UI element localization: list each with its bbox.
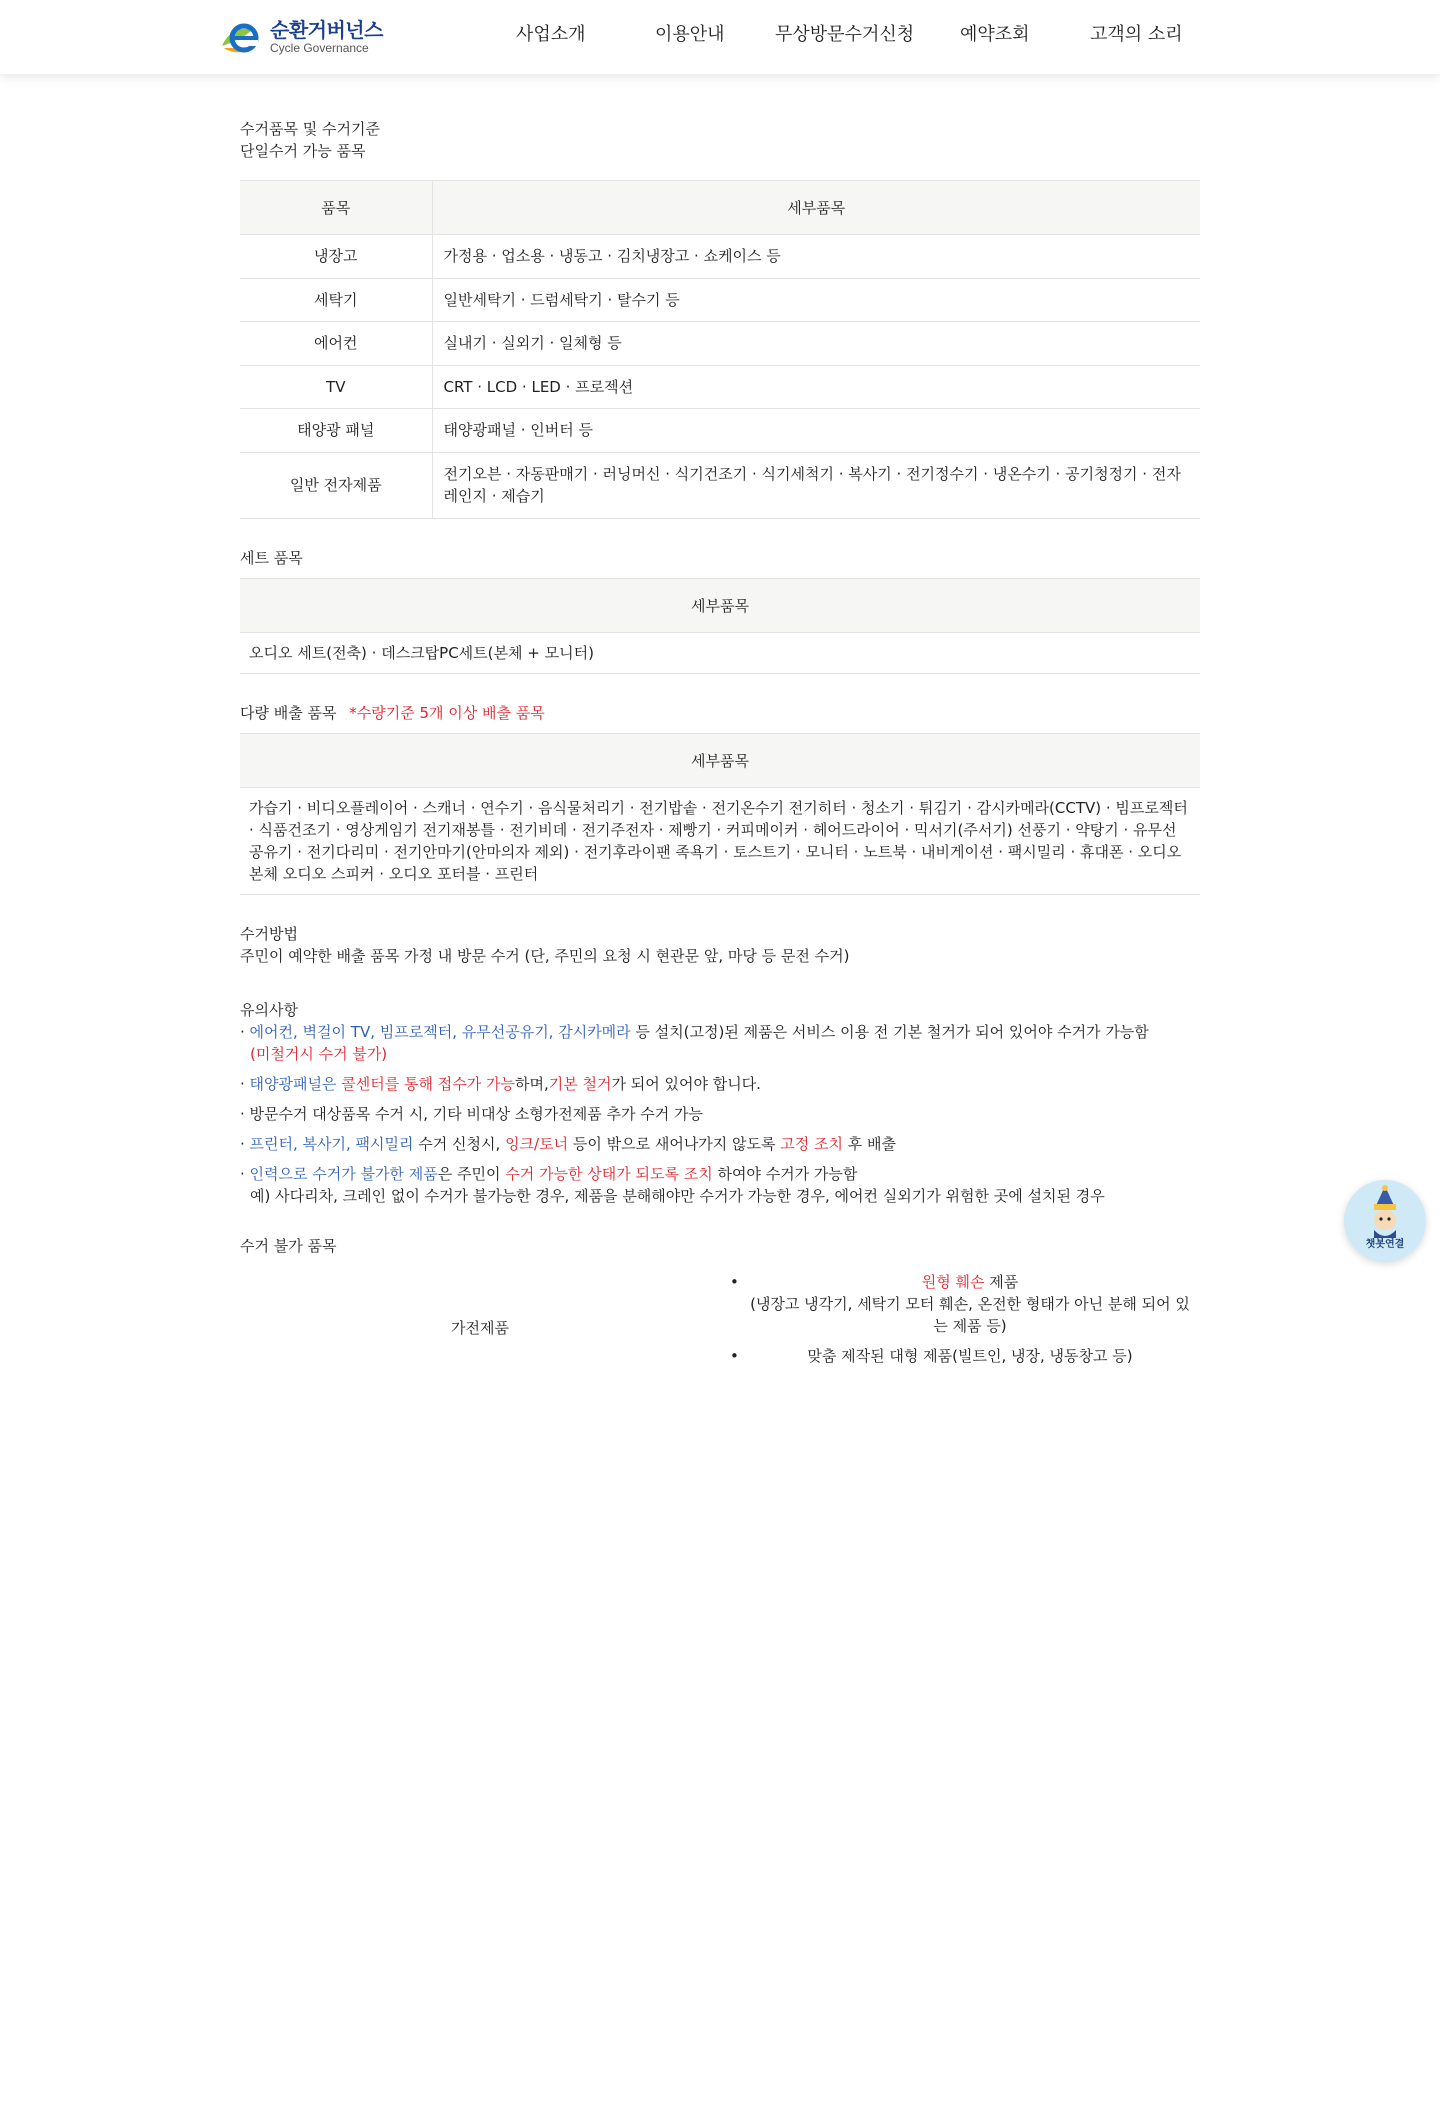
table-header-detail: 세부품목 (432, 181, 1200, 235)
site-header (0, 0, 1440, 74)
set-items-table (240, 578, 1200, 674)
row-item: 에어컨 (240, 322, 432, 366)
uncollectable-table (240, 1271, 1200, 1386)
table-header-item: 품목 (240, 181, 432, 235)
caution-text: 후 배출 (843, 1134, 897, 1153)
row-detail: 일반세탁기 · 드럼세탁기 · 탈수기 등 (432, 278, 1200, 322)
caution-text: 등 설치(고정)된 제품은 서비스 이용 전 기본 철거가 되어 있어야 수거가 가능함 (630, 1022, 1149, 1041)
caution-example: 예) 사다리차, 크레인 없이 수거가 불가능한 경우, 제품을 분해해야만 수거가 가능한 경우, 에어컨 실외기가 위험한 곳에 설치된 경우 (250, 1186, 1105, 1205)
chatbot-button[interactable] (1344, 1180, 1426, 1262)
table-row (240, 787, 1200, 894)
cautions-section (240, 999, 1200, 1207)
caution-item: · 인력으로 수거가 불가한 제품은 주민이 수거 가능한 상태가 되도록 조치 하여야 수거가 가능함 예) 사다리차, 크레인 없이 수거가 불가능한 경우, 제품을 분해해야만 수거가 가능한 경우, 에어컨 실외기가 위험한 곳에 설치된 경우 (240, 1164, 1105, 1205)
row-detail: 오디오 세트(전축) · 데스크탑PC세트(본체 + 모니터) (240, 632, 1200, 673)
uncollectable-text: 맞춤 제작된 대형 제품(빌트인, 냉장, 냉동창고 등) (807, 1346, 1133, 1365)
row-detail: 태양광패널 · 인버터 등 (432, 409, 1200, 453)
nav-customer-voice[interactable]: 고객의 소리 (1090, 24, 1183, 45)
caution-highlight: 태양광패널은 (249, 1074, 342, 1093)
table-row (240, 632, 1200, 673)
caution-text: 수거 신청시, (413, 1134, 506, 1153)
caution-text: 방문수거 대상품목 수거 시, 기타 비대상 소형가전제품 추가 수거 가능 (249, 1104, 703, 1123)
table-row (240, 452, 1200, 518)
table-row (240, 365, 1200, 409)
uncollectable-detail: (냉장고 냉각기, 세탁기 모터 훼손, 온전한 형태가 아닌 분해 되어 있는 제품 등) (750, 1294, 1190, 1335)
logo-subtitle: Cycle Governance (270, 41, 369, 55)
caution-warning: 잉크/토너 (505, 1134, 569, 1153)
row-item: TV (240, 365, 432, 409)
row-detail: 가습기 · 비디오플레이어 · 스캐너 · 연수기 · 음식물처리기 · 전기밥솥 · 전기온수기 전기히터 · 청소기 · 튀김기 · 감시카메라(CCTV) · 빔프로젝터 · 식품건조기 · 영상게임기 전기재봉틀 · 전기비데 · 전기주전자 · 제빵기 · 커피메이커 · 헤어드라이어 · 믹서기(주서기) 선풍기 · 약탕기 · 유무선공유기 · 전기다리미 · 전기안마기(안마의자 제외) · 전기후라이팬 족욕기 · 토스트기 · 모니터 · 노트북 · 내비게이션 · 팩시밀리 · 휴대폰 · 오디오 본체 오디오 스피커 · 오디오 포터블 · 프린터 (240, 787, 1200, 894)
uncollectable-label: 수거 불가 품목 (240, 1236, 337, 1255)
main-nav (0, 20, 1440, 50)
list-item (730, 1345, 1190, 1367)
single-items-table (240, 180, 1200, 519)
row-detail: CRT · LCD · LED · 프로젝션 (432, 365, 1200, 409)
row-item: 세탁기 (240, 278, 432, 322)
table-header-detail: 세부품목 (240, 578, 1200, 632)
cautions-label: 유의사항 (240, 1000, 298, 1019)
caution-highlight: 인력으로 수거가 불가한 제품 (249, 1164, 438, 1183)
collection-method (240, 923, 1200, 967)
caution-item: · 태양광패널은 콜센터를 통해 접수가 가능하며,기본 철거가 되어 있어야 합니다. (240, 1074, 761, 1093)
bulk-items-label (240, 702, 1200, 724)
nav-free-pickup-request[interactable]: 무상방문수거신청 (775, 24, 915, 45)
bulk-label-text: 다량 배출 품목 (240, 703, 337, 722)
row-detail: 가정용 · 업소용 · 냉동고 · 김치냉장고 · 쇼케이스 등 (432, 235, 1200, 279)
row-item: 냉장고 (240, 235, 432, 279)
method-label: 수거방법 (240, 924, 298, 943)
caution-text: 은 주민이 (437, 1164, 506, 1183)
caution-highlight: 에어컨, 벽걸이 TV, 빔프로젝터, 유무선공유기, 감시카메라 (249, 1022, 631, 1041)
table-row (240, 322, 1200, 366)
bulk-quantity-note: *수량기준 5개 이상 배출 품목 (349, 703, 545, 722)
caution-item: · 에어컨, 벽걸이 TV, 빔프로젝터, 유무선공유기, 감시카메라 등 설치(고정)된 제품은 서비스 이용 전 기본 철거가 되어 있어야 수거가 가능함 (미철거시 수거 불가) (240, 1022, 1149, 1063)
table-row (240, 278, 1200, 322)
uncollectable-category: 가전제품 (451, 1319, 509, 1337)
uncollectable-list (730, 1271, 1190, 1367)
page-title: 수거품목 및 수거기준 (240, 120, 380, 138)
caution-warning: (미철거시 수거 불가) (250, 1044, 388, 1063)
nav-usage-guide[interactable]: 이용안내 (655, 24, 725, 45)
bulk-items-table (240, 733, 1200, 895)
uncollectable-text: 제품 (984, 1272, 1019, 1291)
row-detail: 전기오븐 · 자동판매기 · 러닝머신 · 식기건조기 · 식기세척기 · 복사기 · 전기정수기 · 냉온수기 · 공기청정기 · 전자레인지 · 제습기 (432, 452, 1200, 518)
set-items-label: 세트 품목 (240, 548, 303, 567)
caution-text: 하며, (514, 1074, 549, 1093)
uncollectable-highlight: 원형 훼손 (921, 1272, 985, 1291)
caution-item: · 방문수거 대상품목 수거 시, 기타 비대상 소형가전제품 추가 수거 가능 (240, 1104, 703, 1123)
main-content (240, 118, 1200, 1386)
caution-warning: 수거 가능한 상태가 되도록 조치 (505, 1164, 713, 1183)
table-header-detail: 세부품목 (240, 733, 1200, 787)
list-item (730, 1271, 1190, 1337)
row-item: 태양광 패널 (240, 409, 432, 453)
nav-business-intro[interactable]: 사업소개 (516, 24, 586, 45)
single-items-label: 단일수거 가능 품목 (240, 142, 366, 160)
caution-text: 하여야 수거가 가능함 (712, 1164, 858, 1183)
caution-text: 등이 밖으로 새어나가지 않도록 (568, 1134, 781, 1153)
caution-item: · 프린터, 복사기, 팩시밀리 수거 신청시, 잉크/토너 등이 밖으로 새어나가지 않도록 고정 조치 후 배출 (240, 1134, 897, 1153)
caution-warning: 고정 조치 (780, 1134, 844, 1153)
logo-title: 순환거버넌스 (270, 18, 383, 42)
nav-reservation-check[interactable]: 예약조회 (960, 24, 1030, 45)
caution-highlight: 프린터, 복사기, 팩시밀리 (249, 1134, 414, 1153)
caution-warning: 기본 철거 (548, 1074, 612, 1093)
table-row (240, 409, 1200, 453)
caution-text: 가 되어 있어야 합니다. (611, 1074, 761, 1093)
chatbot-label: 챗봇연결 (1365, 1239, 1405, 1250)
row-item: 일반 전자제품 (240, 452, 432, 518)
method-text: 주민이 예약한 배출 품목 가정 내 방문 수거 (단, 주민의 요청 시 현관문 앞, 마당 등 문전 수거) (240, 946, 850, 965)
caution-warning: 콜센터를 통해 접수가 가능 (341, 1074, 515, 1093)
table-row (240, 235, 1200, 279)
row-detail: 실내기 · 실외기 · 일체형 등 (432, 322, 1200, 366)
